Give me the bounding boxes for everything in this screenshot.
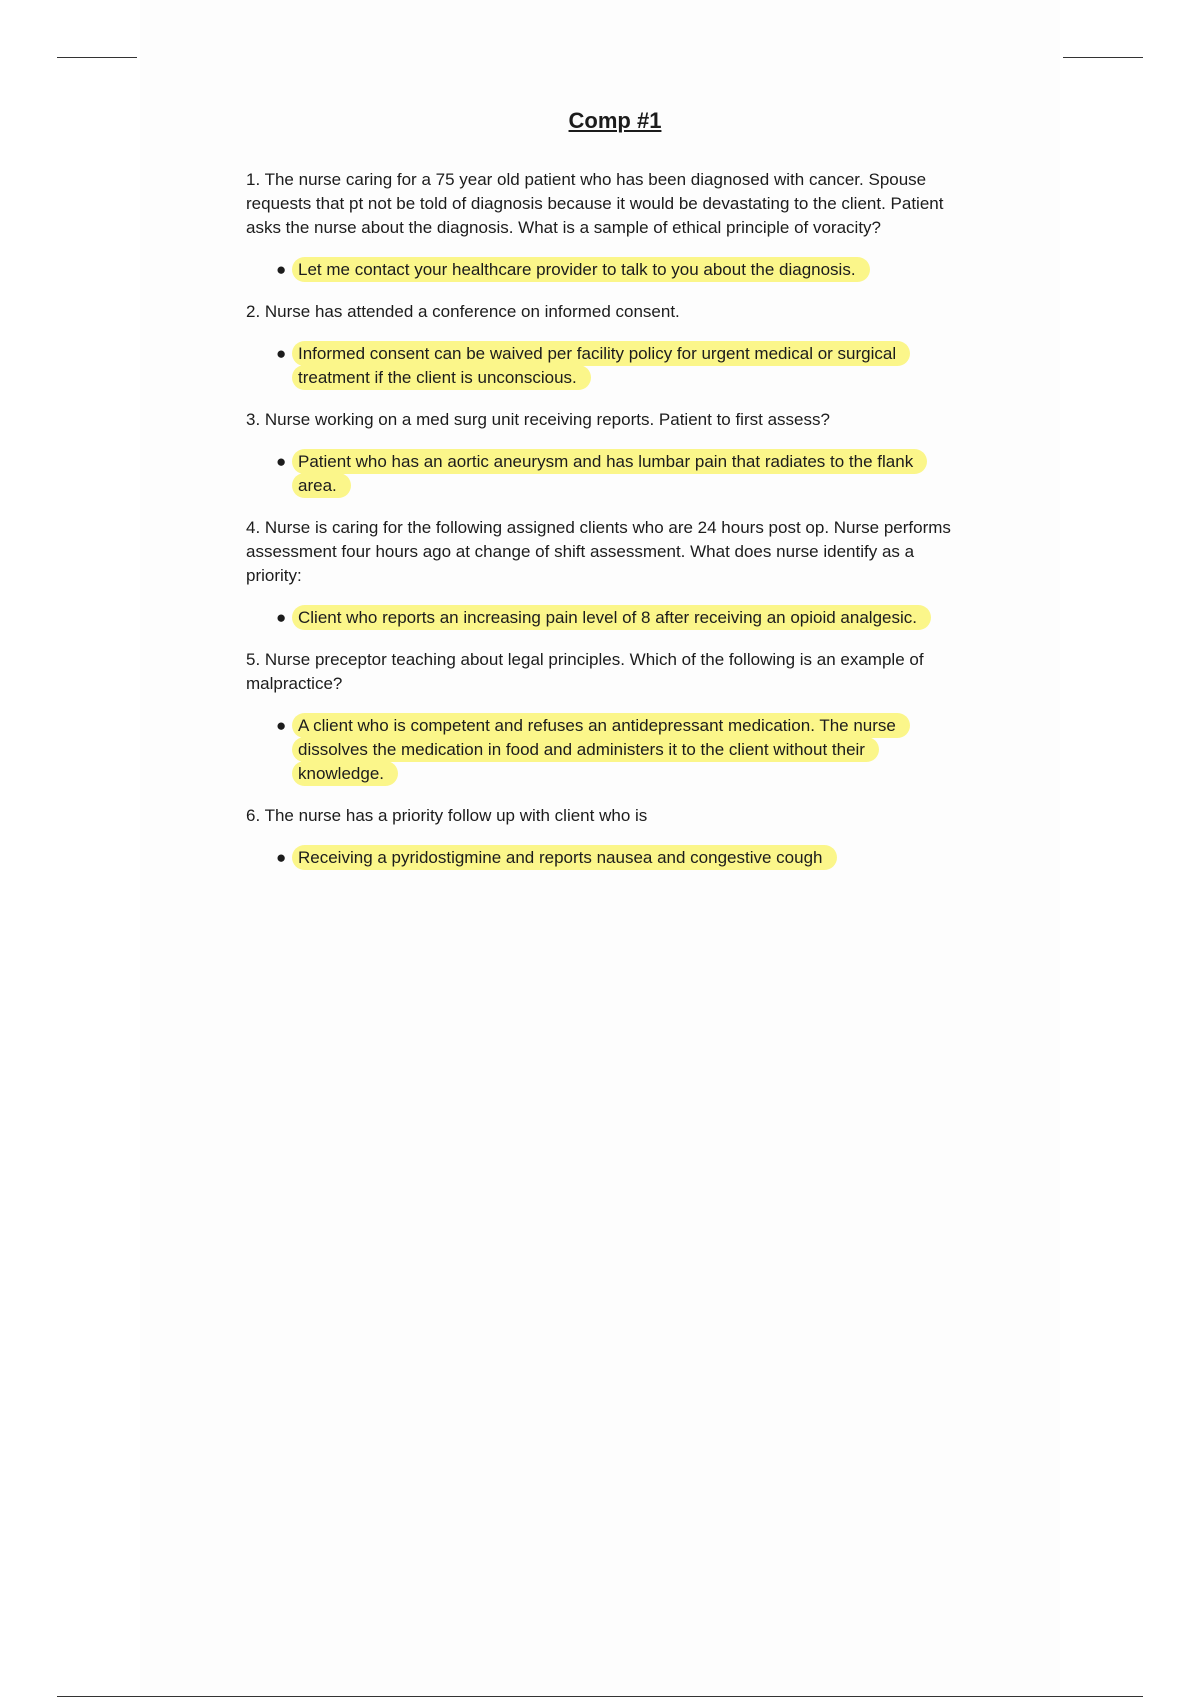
highlighted-answer <box>246 846 958 870</box>
bullet-icon: ● <box>276 344 287 363</box>
answer-text: Receiving a pyridostigmine and reports nausea and congestive cough <box>292 845 837 870</box>
question-text: 4. Nurse is caring for the following assigned clients who are 24 hours post op. Nurse performs assessment four hours ago at change of shift assessment. What does nurse identify as a priority: <box>246 518 951 585</box>
bullet-icon: ● <box>276 608 287 627</box>
bullet-icon: ● <box>276 716 287 735</box>
highlighted-answer <box>246 606 958 630</box>
answer-text: Let me contact your healthcare provider to talk to you about the diagnosis. <box>292 257 870 282</box>
bullet-icon: ● <box>276 452 287 471</box>
question-block-2 <box>246 300 958 390</box>
question-block-3 <box>246 408 958 498</box>
document-content <box>246 108 958 888</box>
bullet-icon: ● <box>276 848 287 867</box>
question-block-1 <box>246 168 958 282</box>
answer-text: A client who is competent and refuses an antidepressant medication. The nurse dissolves the medication in food and administers it to the client without their knowledge. <box>292 713 910 786</box>
page-title: Comp #1 <box>568 108 662 133</box>
question-text: 1. The nurse caring for a 75 year old patient who has been diagnosed with cancer. Spouse requests that pt not be told of diagnosis because it would be devastating to the client. Patient asks the nurse about the diagnosis. What is a sample of ethical principle of voracity? <box>246 170 944 237</box>
bullet-icon: ● <box>276 260 287 279</box>
question-block-6 <box>246 804 958 870</box>
answer-text: Patient who has an aortic aneurysm and has lumbar pain that radiates to the flank area. <box>292 449 927 498</box>
question-text: 5. Nurse preceptor teaching about legal principles. Which of the following is an example of malpractice? <box>246 650 924 693</box>
answer-text: Informed consent can be waived per facility policy for urgent medical or surgical treatment if the client is unconscious. <box>292 341 910 390</box>
question-text: 2. Nurse has attended a conference on informed consent. <box>246 302 680 321</box>
crop-mark-top-right <box>1063 57 1143 58</box>
highlighted-answer <box>246 258 958 282</box>
question-block-5 <box>246 648 958 786</box>
highlighted-answer <box>246 342 958 390</box>
question-text: 6. The nurse has a priority follow up with client who is <box>246 806 648 825</box>
highlighted-answer <box>246 450 958 498</box>
bottom-rule <box>57 1696 1143 1697</box>
crop-mark-top-left <box>57 57 137 58</box>
answer-text: Client who reports an increasing pain level of 8 after receiving an opioid analgesic. <box>292 605 931 630</box>
highlighted-answer <box>246 714 958 786</box>
question-block-4 <box>246 516 958 630</box>
question-text: 3. Nurse working on a med surg unit receiving reports. Patient to first assess? <box>246 410 830 429</box>
